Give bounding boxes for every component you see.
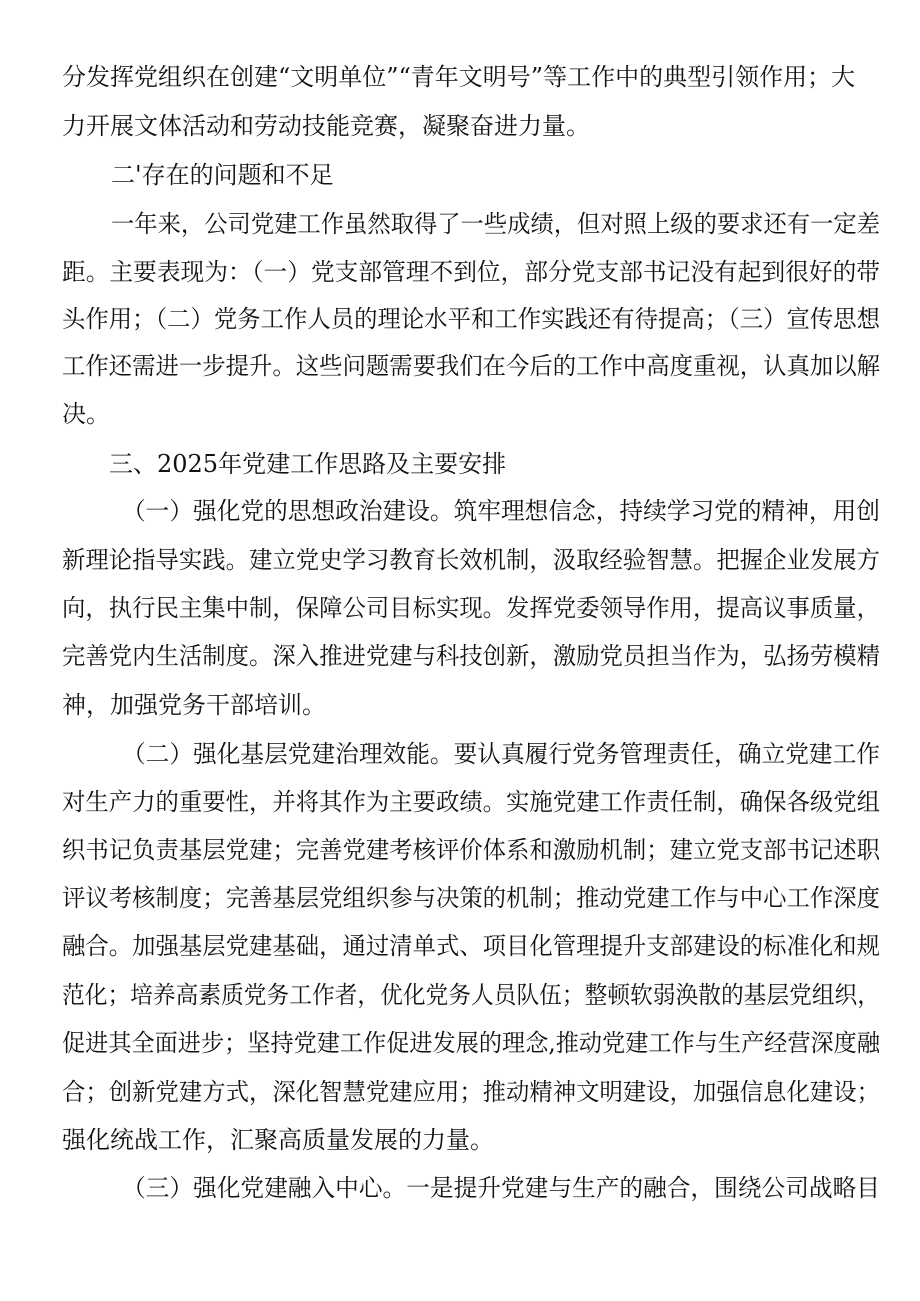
text-line: 神，加强党务干部培训。 [62, 691, 326, 719]
text-line: 范化；培养高素质党务工作者，优化党务人员队伍；整顿软弱涣散的基层党组织， [62, 981, 880, 1009]
text-line: 织书记负责基层党建；完善党建考核评价体系和激励机制；建立党支部书记述职 [62, 836, 880, 864]
text-line: 强化统战工作，汇聚高质量发展的力量。 [62, 1126, 494, 1154]
text-line: 一年来，公司党建工作虽然取得了一些成绩，但对照上级的要求还有一定差 [111, 210, 880, 238]
section-heading: 二'存在的问题和不足 [111, 161, 334, 189]
text-line: 合；创新党建方式，深化智慧党建应用；推动精神文明建设，加强信息化建设； [62, 1078, 880, 1106]
text-line: 向，执行民主集中制，保障公司目标实现。发挥党委领导作用，提高议事质量， [62, 594, 880, 622]
text-line: 距。主要表现为：（一）党支部管理不到位，部分党支部书记没有起到很好的带 [62, 258, 880, 286]
text-line: 决。 [62, 400, 110, 428]
text-line: 融合。加强基层党建基础，通过清单式、项目化管理提升支部建设的标准化和规 [62, 932, 880, 960]
text-line: （一）强化党的思想政治建设。筑牢理想信念，持续学习党的精神，用创 [122, 497, 880, 525]
text-line: （二）强化基层党建治理效能。要认真履行党务管理责任，确立党建工作 [122, 740, 880, 768]
text-line: 评议考核制度；完善基层党组织参与决策的机制；推动党建工作与中心工作深度 [62, 884, 880, 912]
text-line: 分发挥党组织在创建“文明单位”“青年文明号”等工作中的典型引领作用；大 [62, 63, 856, 91]
text-line: 头作用；（二）党务工作人员的理论水平和工作实践还有待提高；（三）宣传思想 [62, 305, 880, 333]
section-heading: 三、2025年党建工作思路及主要安排 [109, 450, 507, 478]
text-line: 促进其全面进步；坚持党建工作促进发展的理念,推动党建工作与生产经营深度融 [62, 1029, 880, 1057]
text-line: 力开展文体活动和劳动技能竞赛，凝聚奋进力量。 [62, 112, 590, 140]
text-line: 工作还需进一步提升。这些问题需要我们在今后的工作中高度重视，认真加以解 [62, 352, 880, 380]
text-line: 新理论指导实践。建立党史学习教育长效机制，汲取经验智慧。把握企业发展方 [62, 546, 880, 574]
text-line: 对生产力的重要性，并将其作为主要政绩。实施党建工作责任制，确保各级党组 [62, 788, 880, 816]
text-line: （三）强化党建融入中心。一是提升党建与生产的融合，围绕公司战略目 [122, 1174, 880, 1202]
text-line: 完善党内生活制度。深入推进党建与科技创新，激励党员担当作为，弘扬劳模精 [62, 642, 880, 670]
